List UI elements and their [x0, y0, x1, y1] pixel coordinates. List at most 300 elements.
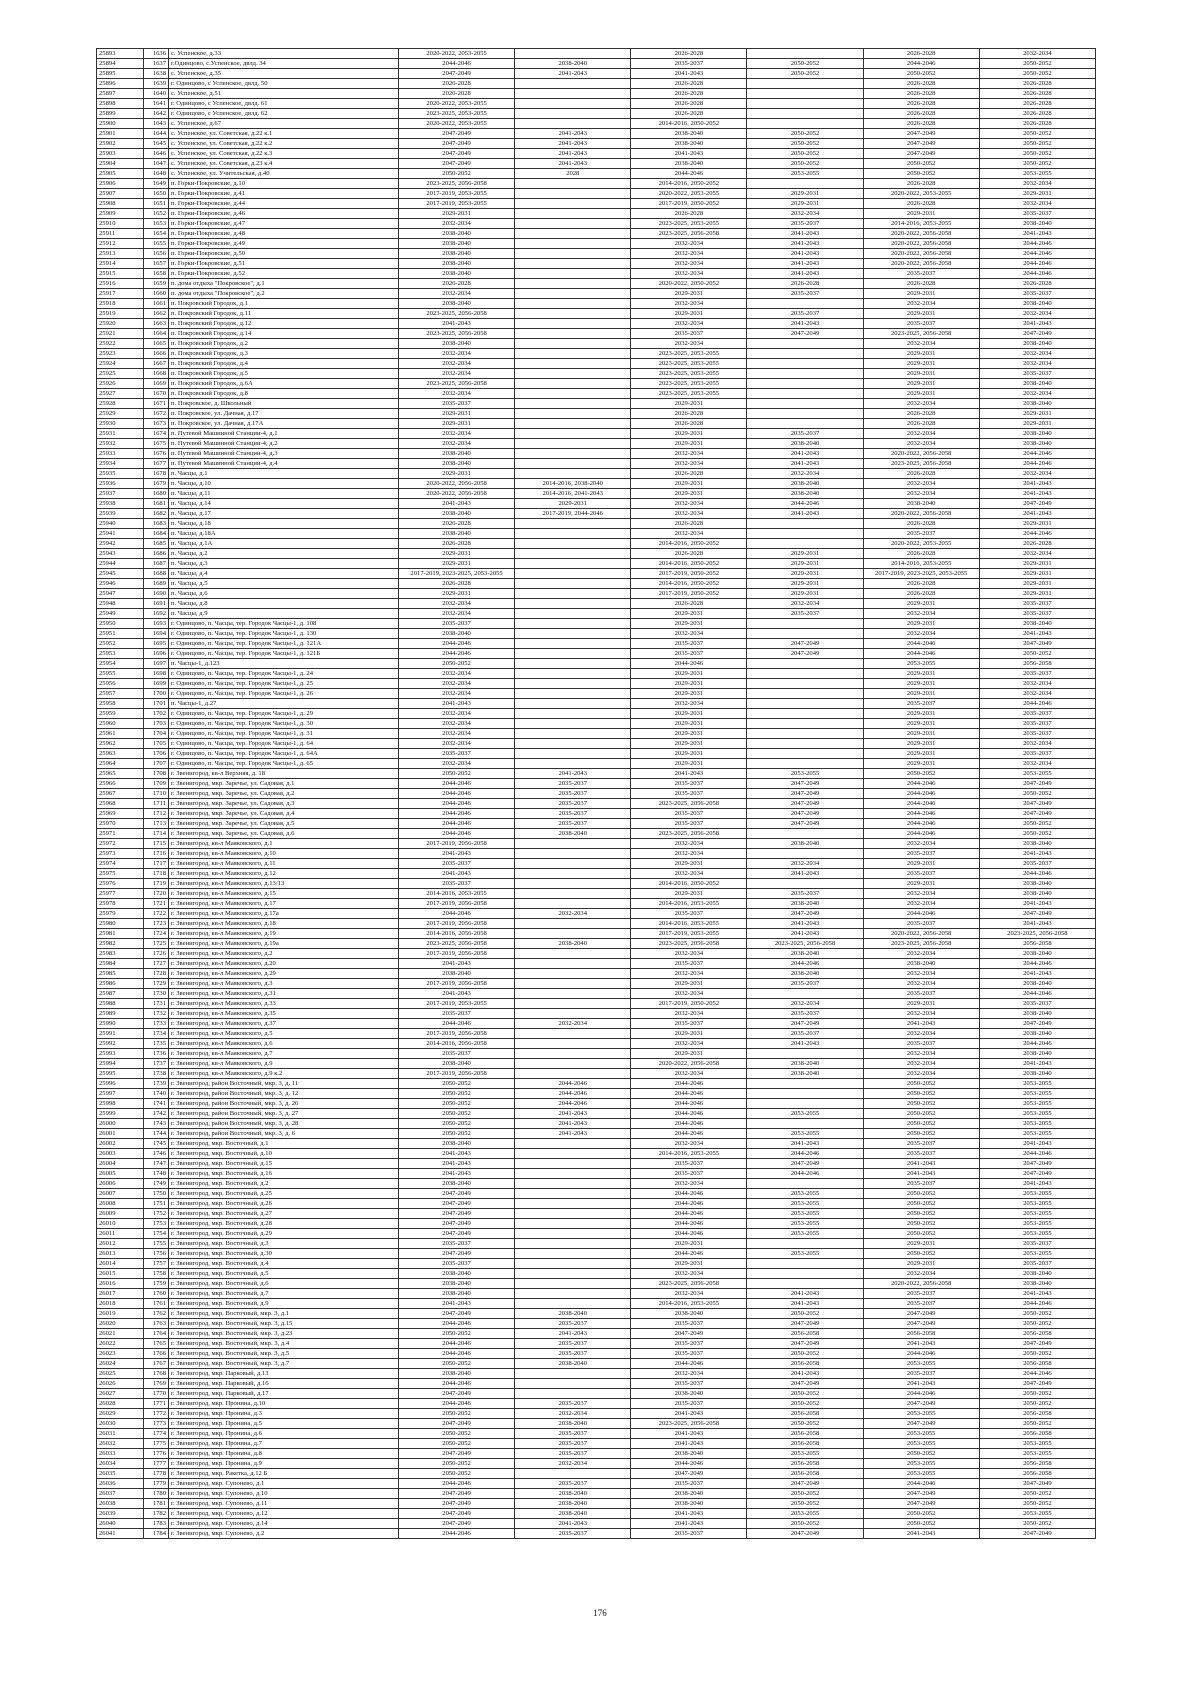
- table-cell-n: 1648: [144, 169, 169, 179]
- table-cell-p6: 2053-2055: [979, 1229, 1095, 1239]
- table-cell-p5: 2029-2031: [863, 689, 979, 699]
- table-cell-p6: 2038-2040: [979, 429, 1095, 439]
- table-cell-p2: 2035-2037: [515, 1429, 631, 1439]
- table-cell-p3: 2041-2043: [631, 1509, 747, 1519]
- table-cell-p3: 2014-2016, 2053-2055: [631, 919, 747, 929]
- table-cell-p5: 2044-2046: [863, 1389, 979, 1399]
- table-cell-p3: 2029-2031: [631, 729, 747, 739]
- table-cell-address: г. Звенигород, мкр. Парковый, д.13: [169, 1369, 399, 1379]
- table-cell-id: 26004: [97, 1159, 144, 1169]
- table-cell-p1: 2038-2040: [399, 1289, 515, 1299]
- table-cell-p4: 2041-2043: [747, 1369, 863, 1379]
- table-cell-p1: 2044-2046: [399, 1019, 515, 1029]
- table-cell-p4: [747, 989, 863, 999]
- table-cell-id: 25989: [97, 1009, 144, 1019]
- table-cell-n: 1756: [144, 1249, 169, 1259]
- table-cell-p3: 2038-2040: [631, 159, 747, 169]
- table-cell-p2: [515, 559, 631, 569]
- table-cell-p1: 2047-2049: [399, 139, 515, 149]
- table-cell-p3: 2029-2031: [631, 719, 747, 729]
- table-cell-p4: 2047-2049: [747, 909, 863, 919]
- table-cell-p1: 2035-2037: [399, 399, 515, 409]
- table-cell-p6: 2038-2040: [979, 949, 1095, 959]
- table-cell-p2: 2041-2043: [515, 129, 631, 139]
- table-cell-address: г. Звенигород, мкр. Ракетка, д.12 Б: [169, 1469, 399, 1479]
- table-cell-address: г. Одинцово, п. Часцы, тер. Городок Часцы-1, д. 25: [169, 679, 399, 689]
- table-cell-p3: 2038-2040: [631, 129, 747, 139]
- table-cell-p3: 2026-2028: [631, 79, 747, 89]
- table-cell-p3: 2041-2043: [631, 149, 747, 159]
- table-cell-p1: 2038-2040: [399, 629, 515, 639]
- table-cell-id: 25944: [97, 559, 144, 569]
- table-row: [97, 1149, 1096, 1159]
- table-cell-address: п. Горки-Покровские, д.51: [169, 259, 399, 269]
- table-cell-p3: 2035-2037: [631, 1339, 747, 1349]
- table-cell-p1: 2047-2049: [399, 1209, 515, 1219]
- table-cell-id: 25941: [97, 529, 144, 539]
- table-cell-p1: 2032-2034: [399, 609, 515, 619]
- table-row: [97, 639, 1096, 649]
- table-cell-p1: 2035-2037: [399, 879, 515, 889]
- table-cell-p3: 2044-2046: [631, 1229, 747, 1239]
- table-cell-p2: [515, 379, 631, 389]
- table-cell-p1: 2038-2040: [399, 1269, 515, 1279]
- table-cell-p1: 2038-2040: [399, 1369, 515, 1379]
- table-cell-p2: [515, 279, 631, 289]
- table-cell-p5: 2020-2022, 2053-2055: [863, 539, 979, 549]
- table-cell-p1: 2041-2043: [399, 499, 515, 509]
- table-cell-n: 1772: [144, 1409, 169, 1419]
- table-cell-id: 25986: [97, 979, 144, 989]
- table-cell-p5: 2044-2046: [863, 819, 979, 829]
- table-cell-p3: 2035-2037: [631, 1379, 747, 1389]
- table-cell-n: 1713: [144, 819, 169, 829]
- table-cell-p5: 2041-2043: [863, 1159, 979, 1169]
- table-cell-p4: 2056-2058: [747, 1359, 863, 1369]
- table-cell-p2: [515, 1229, 631, 1239]
- table-cell-p6: 2032-2034: [979, 309, 1095, 319]
- table-cell-address: г. Звенигород, мкр. Пронина, д.9: [169, 1459, 399, 1469]
- table-cell-address: г. Звенигород, мкр. Супонево, д.11: [169, 1499, 399, 1509]
- table-row: [97, 839, 1096, 849]
- table-cell-p6: 2041-2043: [979, 509, 1095, 519]
- table-cell-p6: 2035-2037: [979, 709, 1095, 719]
- table-cell-n: 1653: [144, 219, 169, 229]
- table-cell-p1: 2032-2034: [399, 669, 515, 679]
- table-cell-p6: 2044-2046: [979, 1149, 1095, 1159]
- table-cell-p4: 2032-2034: [747, 209, 863, 219]
- table-cell-p5: 2032-2034: [863, 479, 979, 489]
- table-cell-p1: 2017-2019, 2056-2058: [399, 1029, 515, 1039]
- table-row: [97, 879, 1096, 889]
- table-cell-n: 1691: [144, 599, 169, 609]
- table-cell-p1: 2047-2049: [399, 1449, 515, 1459]
- table-row: [97, 249, 1096, 259]
- table-cell-p4: [747, 529, 863, 539]
- table-cell-p2: [515, 889, 631, 899]
- table-cell-n: 1710: [144, 789, 169, 799]
- table-cell-p1: 2032-2034: [399, 689, 515, 699]
- table-cell-p6: 2053-2055: [979, 1189, 1095, 1199]
- table-cell-p6: 2047-2049: [979, 329, 1095, 339]
- table-row: [97, 1309, 1096, 1319]
- table-cell-p5: 2026-2028: [863, 89, 979, 99]
- table-row: [97, 609, 1096, 619]
- table-row: [97, 119, 1096, 129]
- table-cell-p5: 2047-2049: [863, 149, 979, 159]
- table-cell-p6: 2044-2046: [979, 249, 1095, 259]
- table-cell-p3: 2035-2037: [631, 59, 747, 69]
- table-cell-p6: 2029-2031: [979, 189, 1095, 199]
- table-cell-n: 1752: [144, 1209, 169, 1219]
- table-row: [97, 1379, 1096, 1389]
- table-cell-n: 1709: [144, 779, 169, 789]
- table-cell-id: 25996: [97, 1079, 144, 1089]
- table-cell-p2: [515, 1249, 631, 1259]
- table-cell-p5: 2026-2028: [863, 49, 979, 59]
- table-cell-p2: [515, 179, 631, 189]
- table-cell-p6: 2044-2046: [979, 1369, 1095, 1379]
- table-cell-n: 1780: [144, 1489, 169, 1499]
- table-cell-p6: 2056-2058: [979, 1409, 1095, 1419]
- table-cell-p3: 2035-2037: [631, 1319, 747, 1329]
- table-row: [97, 499, 1096, 509]
- table-cell-p3: 2035-2037: [631, 1159, 747, 1169]
- table-cell-p5: 2020-2022, 2056-2058: [863, 229, 979, 239]
- table-cell-address: г. Одинцово, п. Часцы, тер. Городок Часцы-1, д. 64А: [169, 749, 399, 759]
- table-cell-address: п. Путевой Машинной Станции-4, д.3: [169, 449, 399, 459]
- table-cell-id: 25959: [97, 709, 144, 719]
- table-cell-p3: 2014-2016, 2050-2052: [631, 579, 747, 589]
- table-cell-n: 1769: [144, 1379, 169, 1389]
- table-cell-n: 1660: [144, 289, 169, 299]
- table-cell-p2: [515, 679, 631, 689]
- table-cell-p3: 2026-2028: [631, 99, 747, 109]
- table-cell-p6: 2053-2055: [979, 1129, 1095, 1139]
- table-row: [97, 1299, 1096, 1309]
- table-cell-p4: [747, 829, 863, 839]
- table-cell-p2: [515, 189, 631, 199]
- table-cell-p2: [515, 639, 631, 649]
- table-cell-address: г. Звенигород, район Восточный, мкр. 3, д. 6: [169, 1129, 399, 1139]
- table-cell-p3: 2044-2046: [631, 1209, 747, 1219]
- table-cell-p5: 2047-2049: [863, 1489, 979, 1499]
- table-cell-p3: 2032-2034: [631, 969, 747, 979]
- table-cell-n: 1742: [144, 1109, 169, 1119]
- table-cell-p4: [747, 79, 863, 89]
- table-cell-p3: 2032-2034: [631, 629, 747, 639]
- table-cell-p3: 2020-2022, 2050-2052: [631, 279, 747, 289]
- table-cell-p1: 2020-2022, 2053-2055: [399, 99, 515, 109]
- table-cell-id: 25935: [97, 469, 144, 479]
- table-cell-n: 1779: [144, 1479, 169, 1489]
- table-cell-p5: 2026-2028: [863, 79, 979, 89]
- table-cell-n: 1781: [144, 1499, 169, 1509]
- table-row: [97, 469, 1096, 479]
- table-cell-p4: 2032-2034: [747, 599, 863, 609]
- table-cell-id: 26040: [97, 1519, 144, 1529]
- table-cell-p2: [515, 229, 631, 239]
- table-cell-address: г. Звенигород, мкр. Восточный, д.30: [169, 1249, 399, 1259]
- table-cell-p5: 2041-2043: [863, 1529, 979, 1539]
- table-cell-id: 25970: [97, 819, 144, 829]
- table-cell-p5: 2044-2046: [863, 649, 979, 659]
- table-cell-p1: 2050-2052: [399, 1459, 515, 1469]
- table-cell-p3: 2023-2025, 2056-2058: [631, 939, 747, 949]
- table-cell-id: 26014: [97, 1259, 144, 1269]
- table-cell-n: 1719: [144, 879, 169, 889]
- table-cell-address: п. Часцы, д.18А: [169, 529, 399, 539]
- table-cell-address: п. Путевой Машинной Станции-4, д.2: [169, 439, 399, 449]
- table-cell-p6: 2053-2055: [979, 169, 1095, 179]
- table-cell-id: 26006: [97, 1179, 144, 1189]
- table-cell-p2: [515, 659, 631, 669]
- table-cell-address: г. Звенигород, мкр. Восточный, д.4: [169, 1259, 399, 1269]
- table-cell-p1: 2032-2034: [399, 739, 515, 749]
- table-row: [97, 1069, 1096, 1079]
- table-cell-n: 1715: [144, 839, 169, 849]
- table-row: [97, 1109, 1096, 1119]
- table-cell-address: п. Часцы, д.9: [169, 609, 399, 619]
- table-cell-p3: 2026-2028: [631, 519, 747, 529]
- table-cell-p4: [747, 99, 863, 109]
- table-cell-p6: 2044-2046: [979, 989, 1095, 999]
- table-cell-p1: 2050-2052: [399, 1359, 515, 1369]
- table-row: [97, 1209, 1096, 1219]
- table-cell-p6: 2050-2052: [979, 59, 1095, 69]
- table-row: [97, 199, 1096, 209]
- table-cell-id: 25977: [97, 889, 144, 899]
- table-cell-n: 1703: [144, 719, 169, 729]
- table-cell-n: 1684: [144, 529, 169, 539]
- table-cell-address: г. Звенигород, кв-л Маяковского, д.33: [169, 999, 399, 1009]
- table-cell-p1: 2032-2034: [399, 729, 515, 739]
- table-cell-p2: [515, 1149, 631, 1159]
- table-cell-p5: 2032-2034: [863, 889, 979, 899]
- table-cell-address: г. Звенигород, район Восточный, мкр. 3, д. 26: [169, 1099, 399, 1109]
- table-cell-n: 1696: [144, 649, 169, 659]
- table-cell-address: с. Успенское, ул. Советская, д.23 к.4: [169, 159, 399, 169]
- table-cell-p1: 2044-2046: [399, 819, 515, 829]
- table-cell-p4: 2029-2031: [747, 199, 863, 209]
- table-row: [97, 729, 1096, 739]
- table-cell-p1: 2017-2019, 2023-2025, 2053-2055: [399, 569, 515, 579]
- table-cell-p6: 2050-2052: [979, 69, 1095, 79]
- table-row: [97, 339, 1096, 349]
- table-cell-p2: [515, 429, 631, 439]
- table-cell-address: п. Путевой Машинной Станции-4, д.1: [169, 429, 399, 439]
- table-cell-p6: 2044-2046: [979, 529, 1095, 539]
- table-cell-p2: 2035-2037: [515, 1349, 631, 1359]
- table-cell-p1: 2032-2034: [399, 389, 515, 399]
- table-cell-address: г. Звенигород, мкр. Заречье, ул. Садовая, д.3: [169, 799, 399, 809]
- table-cell-p5: 2023-2025, 2056-2058: [863, 939, 979, 949]
- table-cell-p1: 2041-2043: [399, 989, 515, 999]
- table-cell-p3: 2014-2016, 2050-2052: [631, 119, 747, 129]
- table-row: [97, 959, 1096, 969]
- table-cell-address: г. Звенигород, кв-л Маяковского, д.17: [169, 899, 399, 909]
- table-cell-p6: 2050-2052: [979, 1519, 1095, 1529]
- table-cell-p1: 2017-2019, 2056-2058: [399, 1069, 515, 1079]
- table-cell-p5: 2032-2034: [863, 629, 979, 639]
- table-cell-p4: [747, 519, 863, 529]
- table-row: [97, 429, 1096, 439]
- table-cell-address: г. Звенигород, кв-л Маяковского, д.19а: [169, 939, 399, 949]
- table-cell-id: 25915: [97, 269, 144, 279]
- table-cell-p4: 2041-2043: [747, 869, 863, 879]
- table-cell-p2: 2032-2034: [515, 1409, 631, 1419]
- table-cell-p2: 2038-2040: [515, 1509, 631, 1519]
- table-cell-n: 1764: [144, 1329, 169, 1339]
- table-cell-n: 1672: [144, 409, 169, 419]
- table-row: [97, 689, 1096, 699]
- table-cell-p5: 2035-2037: [863, 1289, 979, 1299]
- table-row: [97, 1469, 1096, 1479]
- table-cell-id: 26022: [97, 1339, 144, 1349]
- table-cell-p2: [515, 99, 631, 109]
- table-cell-p5: 2044-2046: [863, 789, 979, 799]
- table-cell-p3: 2029-2031: [631, 759, 747, 769]
- table-cell-p2: [515, 1209, 631, 1219]
- table-cell-p6: 2047-2049: [979, 1159, 1095, 1169]
- table-cell-p3: 2035-2037: [631, 1479, 747, 1489]
- table-cell-p2: 2044-2046: [515, 1089, 631, 1099]
- table-cell-id: 26029: [97, 1409, 144, 1419]
- table-cell-id: 25932: [97, 439, 144, 449]
- table-cell-address: г. Одинцово, п. Часцы, тер. Городок Часцы-1, д. 29: [169, 709, 399, 719]
- table-cell-id: 26007: [97, 1189, 144, 1199]
- table-cell-address: г. Звенигород, мкр. Восточный, д.25: [169, 1189, 399, 1199]
- table-cell-p4: 2041-2043: [747, 1299, 863, 1309]
- table-cell-address: г. Звенигород, кв-л Маяковского, д.12: [169, 869, 399, 879]
- table-cell-n: 1730: [144, 989, 169, 999]
- table-cell-address: п. Горки-Покровские, д.49: [169, 239, 399, 249]
- table-cell-p1: 2047-2049: [399, 1309, 515, 1319]
- table-row: [97, 1439, 1096, 1449]
- table-cell-p4: [747, 1269, 863, 1279]
- table-cell-p2: [515, 609, 631, 619]
- table-cell-p4: 2047-2049: [747, 639, 863, 649]
- table-cell-p1: 2032-2034: [399, 709, 515, 719]
- table-cell-p4: 2056-2058: [747, 1429, 863, 1439]
- table-cell-n: 1762: [144, 1309, 169, 1319]
- table-cell-p2: 2038-2040: [515, 829, 631, 839]
- table-cell-address: с. Успенское, ул. Советская, д.22 к.3: [169, 149, 399, 159]
- table-cell-n: 1698: [144, 669, 169, 679]
- table-cell-id: 26018: [97, 1299, 144, 1309]
- table-cell-address: г. Звенигород, мкр. Восточный, д.29: [169, 1229, 399, 1239]
- table-cell-p2: [515, 1009, 631, 1019]
- table-cell-p2: [515, 469, 631, 479]
- table-cell-address: г. Звенигород, кв-л Маяковского, д.18: [169, 919, 399, 929]
- table-cell-n: 1670: [144, 389, 169, 399]
- table-row: [97, 1279, 1096, 1289]
- table-row: [97, 259, 1096, 269]
- table-cell-n: 1755: [144, 1239, 169, 1249]
- table-cell-p3: 2029-2031: [631, 1049, 747, 1059]
- table-cell-p2: [515, 419, 631, 429]
- table-row: [97, 929, 1096, 939]
- table-cell-p1: 2029-2031: [399, 549, 515, 559]
- table-cell-p1: 2041-2043: [399, 1169, 515, 1179]
- table-cell-p4: [747, 679, 863, 689]
- table-cell-p1: 2014-2016, 2053-2055: [399, 889, 515, 899]
- table-cell-p5: 2026-2028: [863, 419, 979, 429]
- table-cell-p5: 2020-2022, 2056-2058: [863, 259, 979, 269]
- table-cell-id: 26013: [97, 1249, 144, 1259]
- table-cell-p2: [515, 1039, 631, 1049]
- table-cell-n: 1699: [144, 679, 169, 689]
- table-cell-p3: 2029-2031: [631, 439, 747, 449]
- table-cell-p5: 2032-2034: [863, 609, 979, 619]
- table-cell-address: г. Звенигород, мкр. Заречье, ул. Садовая, д.5: [169, 819, 399, 829]
- table-cell-p3: 2029-2031: [631, 1259, 747, 1269]
- table-cell-id: 25931: [97, 429, 144, 439]
- table-cell-id: 25991: [97, 1029, 144, 1039]
- table-cell-p6: 2032-2034: [979, 679, 1095, 689]
- table-cell-address: п. Часцы, д.6: [169, 589, 399, 599]
- table-cell-p6: 2047-2049: [979, 639, 1095, 649]
- table-cell-p3: 2032-2034: [631, 449, 747, 459]
- table-cell-p6: 2041-2043: [979, 479, 1095, 489]
- table-cell-p3: 2035-2037: [631, 1019, 747, 1029]
- table-row: [97, 1519, 1096, 1529]
- table-cell-p2: [515, 719, 631, 729]
- table-cell-p2: 2035-2037: [515, 809, 631, 819]
- table-cell-p6: 2050-2052: [979, 649, 1095, 659]
- table-cell-p2: 2035-2037: [515, 1439, 631, 1449]
- table-cell-address: г. Звенигород, мкр. Парковый, д.16: [169, 1379, 399, 1389]
- table-cell-address: п. Покровский Городок, д.5: [169, 369, 399, 379]
- table-cell-p6: 2026-2028: [979, 279, 1095, 289]
- table-cell-p1: 2035-2037: [399, 1259, 515, 1269]
- table-cell-address: г. Звенигород, кв-л Маяковского, д.7: [169, 1049, 399, 1059]
- table-cell-id: 25982: [97, 939, 144, 949]
- table-cell-p6: 2032-2034: [979, 49, 1095, 59]
- table-cell-p1: 2038-2040: [399, 529, 515, 539]
- table-cell-p5: 2047-2049: [863, 1419, 979, 1429]
- table-cell-n: 1686: [144, 549, 169, 559]
- table-cell-p6: 2038-2040: [979, 219, 1095, 229]
- table-cell-p1: 2041-2043: [399, 1159, 515, 1169]
- table-cell-p5: 2050-2052: [863, 1109, 979, 1119]
- table-cell-p1: 2038-2040: [399, 249, 515, 259]
- table-cell-id: 26019: [97, 1309, 144, 1319]
- table-cell-p1: 2050-2052: [399, 1119, 515, 1129]
- table-cell-p3: 2014-2016, 2053-2055: [631, 1149, 747, 1159]
- table-cell-p3: 2029-2031: [631, 669, 747, 679]
- table-cell-p5: 2026-2028: [863, 109, 979, 119]
- table-cell-p5: 2032-2034: [863, 1059, 979, 1069]
- table-cell-p4: 2032-2034: [747, 469, 863, 479]
- table-cell-p6: 2026-2028: [979, 539, 1095, 549]
- table-cell-p2: 2035-2037: [515, 799, 631, 809]
- table-cell-p4: 2044-2046: [747, 499, 863, 509]
- table-cell-p4: [747, 1259, 863, 1269]
- table-cell-p5: 2032-2034: [863, 1029, 979, 1039]
- table-cell-p3: 2047-2049: [631, 1329, 747, 1339]
- table-cell-p4: 2038-2040: [747, 489, 863, 499]
- table-cell-p1: 2032-2034: [399, 599, 515, 609]
- table-cell-p1: 2044-2046: [399, 789, 515, 799]
- table-cell-n: 1771: [144, 1399, 169, 1409]
- table-cell-address: п. Часцы-1, д.123: [169, 659, 399, 669]
- table-cell-p1: 2023-2025, 2056-2058: [399, 939, 515, 949]
- table-cell-p6: 2047-2049: [979, 909, 1095, 919]
- table-cell-p1: 2026-2028: [399, 79, 515, 89]
- table-cell-id: 26039: [97, 1509, 144, 1519]
- table-cell-p2: 2038-2040: [515, 1499, 631, 1509]
